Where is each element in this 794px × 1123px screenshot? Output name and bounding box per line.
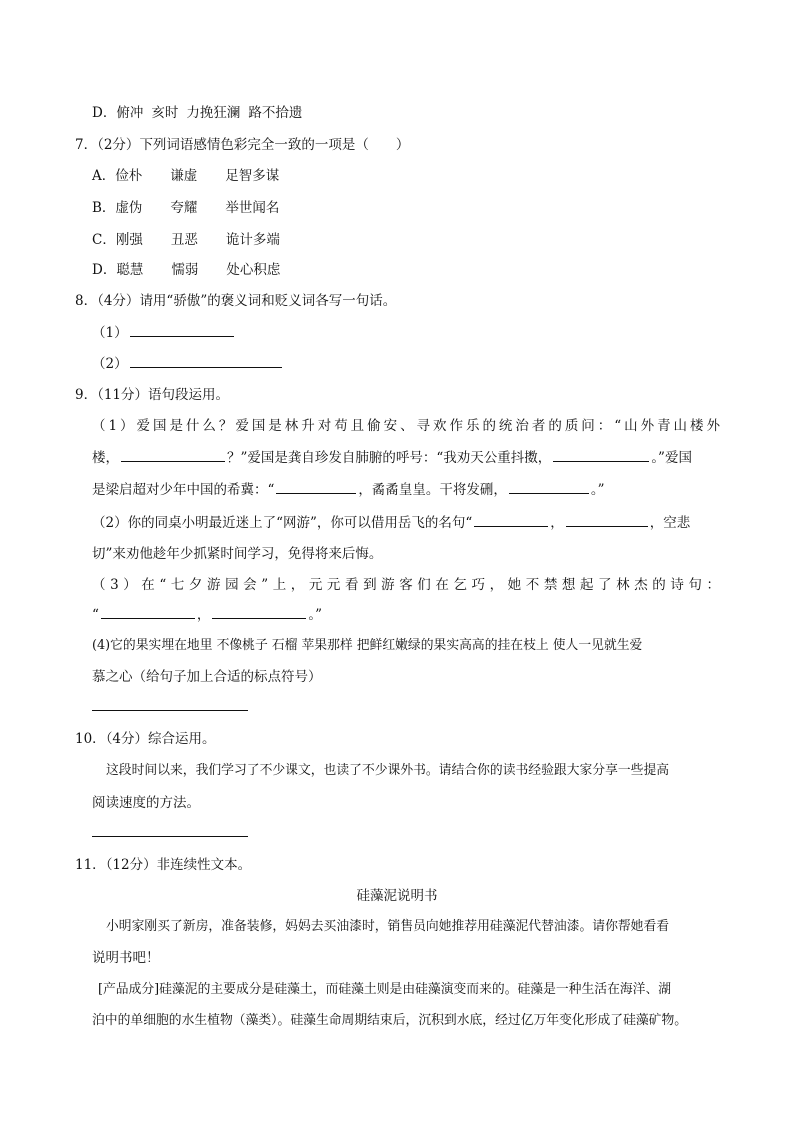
sub-label: （2） xyxy=(92,356,128,372)
question-11-heading xyxy=(75,853,251,873)
option-label: B． xyxy=(92,200,116,216)
question-8-heading xyxy=(75,289,396,309)
text-span: ？”爱国是龚自珍发自肺腑的呼号：“我劝天公重抖擞， xyxy=(227,450,552,466)
question-score: （2分） xyxy=(97,137,140,153)
answer-blank[interactable] xyxy=(276,492,356,494)
option-word: 俯冲 xyxy=(116,105,144,121)
answer-blank[interactable] xyxy=(212,617,306,619)
q8-answer-2 xyxy=(92,352,284,372)
text-span: ，空悲 xyxy=(649,515,691,531)
text-span: 。” xyxy=(308,607,323,623)
text-span: “ xyxy=(92,607,99,623)
q10-answer-line[interactable] xyxy=(92,836,248,837)
q11-composition-line2: 泊中的单细胞的水生植物（藻类）。硅藻生命周期结束后，沉积到水底，经过亿万年变化形成了硅藻矿物。 xyxy=(92,1013,688,1028)
question-number: 8． xyxy=(75,293,98,309)
option-word: 谦虚 xyxy=(170,168,198,184)
q11-intro-line2: 说明书吧！ xyxy=(92,950,160,966)
text-span: 楼， xyxy=(92,450,119,466)
option-label: A． xyxy=(92,168,116,184)
option-word: 亥时 xyxy=(151,105,179,121)
question-7-heading xyxy=(75,133,409,153)
option-word: 俭朴 xyxy=(115,168,143,184)
question-score: （4分） xyxy=(105,731,149,747)
q9-p3-line1: （3）在“七夕游园会”上，元元看到游客们在乞巧，她不禁想起了林杰的诗句： xyxy=(92,577,720,593)
text-span: ， xyxy=(196,607,211,623)
q9-p1-line3 xyxy=(92,478,605,498)
question-number: 11． xyxy=(75,857,106,873)
option-label: C． xyxy=(92,232,116,248)
option-word: 懦弱 xyxy=(171,262,199,278)
text-span: 。”爱国 xyxy=(651,450,692,466)
question-stem: 综合运用。 xyxy=(148,731,216,747)
option-word: 路不拾遗 xyxy=(248,105,303,121)
q11-composition-line1: [产品成分]硅藻泥的主要成分是硅藻土，而硅藻土则是由硅藻演变而来的。硅藻是一种生活在海洋、湖 xyxy=(98,982,672,997)
q7-option-b xyxy=(92,196,279,216)
q10-body-line2: 阅读速度的方法。 xyxy=(92,795,200,811)
answer-blank[interactable] xyxy=(101,617,195,619)
question-score: （12分） xyxy=(105,857,157,873)
option-word: 举世闻名 xyxy=(225,200,280,216)
question-score: （11分） xyxy=(97,387,149,403)
q7-option-a xyxy=(92,164,279,184)
q9-p1-line1: （1）爱国是什么？爱国是林升对苟且偷安、寻欢作乐的统治者的质问：“山外青山楼外 xyxy=(92,418,720,434)
option-word: 诡计多端 xyxy=(225,232,280,248)
option-label: D． xyxy=(92,105,117,121)
answer-blank[interactable] xyxy=(566,525,648,527)
option-word: 足智多谋 xyxy=(225,168,280,184)
option-word: 刚强 xyxy=(115,232,143,248)
text-span: 。” xyxy=(590,482,605,498)
q7-option-c xyxy=(92,228,280,248)
q9-p4-line2: 慕之心（给句子加上合适的标点符号） xyxy=(92,669,322,685)
answer-blank[interactable] xyxy=(130,366,282,368)
question-stem: 请用“骄傲”的褒义词和贬义词各写一句话。 xyxy=(139,293,397,309)
option-word: 处心积虑 xyxy=(226,262,281,278)
question-stem: 非连续性文本。 xyxy=(156,857,252,873)
question-9-heading xyxy=(75,383,229,403)
answer-blank[interactable] xyxy=(553,460,649,462)
q9-p2-line1 xyxy=(92,511,690,531)
answer-blank[interactable] xyxy=(474,525,548,527)
q9-p1-line2 xyxy=(92,446,692,466)
question-score: （4分） xyxy=(97,293,140,309)
text-span: （2）你的同桌小明最近迷上了“网游”，你可以借用岳飞的名句“ xyxy=(92,515,473,531)
option-word: 虚伪 xyxy=(115,200,143,216)
question-stem: 下列词语感情色彩完全一致的一项是（ ） xyxy=(139,137,410,153)
sub-label: （1） xyxy=(92,325,128,341)
option-word: 丑恶 xyxy=(170,232,198,248)
q11-intro-line1: 小明家刚买了新房，准备装修，妈妈去买油漆时，销售员向她推荐用硅藻泥代替油漆。请你帮她看看 xyxy=(106,919,670,934)
q8-answer-1 xyxy=(92,321,236,341)
option-word: 夸耀 xyxy=(170,200,198,216)
q9-p4-line1: (4)它的果实埋在地里 不像桃子 石榴 苹果那样 把鲜红嫩绿的果实高高的挂在枝上 使人一见就生爱 xyxy=(92,638,643,653)
answer-blank[interactable] xyxy=(509,492,589,494)
question-number: 7． xyxy=(75,137,98,153)
question-number: 9． xyxy=(75,387,98,403)
question-10-heading xyxy=(75,727,216,747)
question-stem: 语句段运用。 xyxy=(148,387,230,403)
question-number: 10． xyxy=(75,731,106,747)
q7-option-d xyxy=(92,258,280,278)
answer-blank[interactable] xyxy=(121,460,225,462)
q9-p3-line2 xyxy=(92,603,322,623)
text-span: ， xyxy=(550,515,564,531)
q11-title: 硅藻泥说明书 xyxy=(356,888,438,904)
q9-answer-line[interactable] xyxy=(92,710,248,711)
option-label: D． xyxy=(92,262,117,278)
option-word: 力挽狂澜 xyxy=(186,105,241,121)
q6-option-d xyxy=(92,101,302,121)
q10-body-line1: 这段时间以来，我们学习了不少课文，也读了不少课外书。请结合你的读书经验跟大家分享一些提高 xyxy=(106,763,670,778)
answer-blank[interactable] xyxy=(130,335,234,337)
text-span: ，矞矞皇皇。干将发硎， xyxy=(358,482,507,498)
text-span: 是梁启超对少年中国的希冀：“ xyxy=(92,482,275,498)
option-word: 聪慧 xyxy=(116,262,144,278)
q9-p2-line2: 切”来劝他趁年少抓紧时间学习，免得将来后悔。 xyxy=(92,546,383,562)
